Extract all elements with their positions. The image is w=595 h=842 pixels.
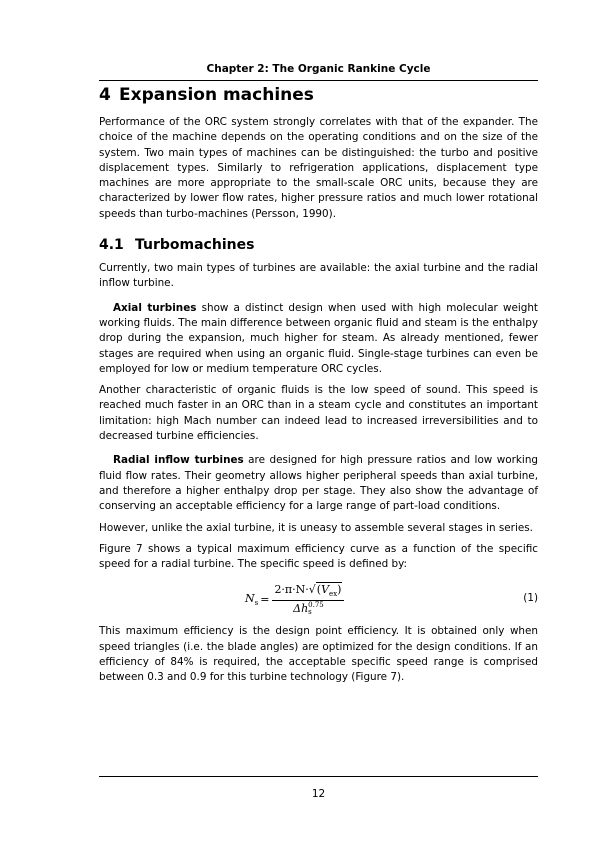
speed-of-sound-paragraph: Another characteristic of organic fluids is the low speed of sound. This speed is reached much faster in an ORC than in a steam cycle and constitutes an important limitation: high Mach number can indeed lead to increased irreversibilities and to decreased turbine efficiencies. <box>99 384 538 443</box>
specific-speed-equation <box>99 578 538 620</box>
section-heading <box>99 84 538 106</box>
equation-numerator-prefix: 2·π·N·√ <box>274 583 316 597</box>
equation-lhs-sub: s <box>254 599 259 608</box>
page-number: 12 <box>311 788 326 800</box>
equation-volume-sub: ex <box>329 590 338 599</box>
running-header: Chapter 2: The Organic Rankine Cycle <box>206 63 431 75</box>
radial-turbines-text: are designed for high pressure ratios and low working fluid flow rates. Their geometry allows higher peripheral speeds than axial turbine, and therefore a higher enthalpy drop per stage. They also show the advantage of conserving an acceptable efficiency for a large range of part-load conditions. <box>99 454 538 513</box>
series-paragraph: However, unlike the axial turbine, it is uneasy to assemble several stages in series. <box>99 521 533 534</box>
specific-speed-paragraph: Figure 7 shows a typical maximum efficiency curve as a function of the specific speed for a radial turbine. The specific speed is defined by: <box>99 542 538 571</box>
equation-lhs: N <box>245 591 255 605</box>
equation-label: (1) <box>523 592 538 605</box>
turbine-types-paragraph: Currently, two main types of turbines are available: the axial turbine and the radial inflow turbine. <box>99 262 538 290</box>
equation-enthalpy-symbol: Δh <box>293 601 309 615</box>
equation-sqrt-radicand: $(V_{ex})$ <box>316 583 342 599</box>
equation-fraction <box>272 583 344 615</box>
equation-equals: = <box>260 592 270 606</box>
equation-volume-symbol: V <box>321 583 330 597</box>
radial-turbines-paragraph <box>99 453 538 514</box>
subsection-number: 4.1 <box>99 237 124 254</box>
page-body <box>99 84 538 692</box>
radial-turbines-lead: Radial inflow turbines <box>113 454 244 467</box>
subsection-heading <box>99 236 538 254</box>
design-point-paragraph: This maximum efficiency is the design point efficiency. It is obtained only when speed triangles (i.e. the blade angles) are optimized for the design conditions. If an efficiency of 84% is required, the acceptable specific speed range is comprised between 0.3 and 0.9 for this turbine technology (Figure 7). <box>99 625 538 684</box>
footer-rule <box>99 776 538 777</box>
equation-denominator-sub: s <box>308 607 312 616</box>
equation-denominator <box>293 601 324 616</box>
header-rule <box>99 80 538 81</box>
axial-turbines-paragraph <box>99 301 538 377</box>
axial-turbines-text: show a distinct design when used with high molecular weight working fluids. The main difference between organic fluid and steam is the enthalpy drop during the expansion, much higher for steam. As already mentioned, fewer stages are required when using an organic fluid. Single-stage turbines can even be employed for low or medium temperature ORC cycles. <box>99 301 538 375</box>
section-intro-paragraph: Performance of the ORC system strongly correlates with that of the expander. The choice of the machine depends on the operating conditions and on the size of the system. Two main types of machines can be distinguished: the turbo and positive displacement types. Similarly to refrigeration applications, displacement type machines are more appropriate to the small-scale ORC units, because they are characterized by lower flow rates, higher pressure ratios and much lower rotational speeds than turbo-machines (Persson, 1990). <box>99 116 538 220</box>
subsection-title: Turbomachines <box>135 237 255 254</box>
equation-numerator <box>272 583 344 600</box>
equation-body <box>245 578 344 620</box>
equation-denominator-sup: 0.75 <box>308 600 324 609</box>
section-number: 4 <box>99 85 111 105</box>
section-title: Expansion machines <box>119 85 314 105</box>
axial-turbines-lead: Axial turbines <box>113 301 197 314</box>
